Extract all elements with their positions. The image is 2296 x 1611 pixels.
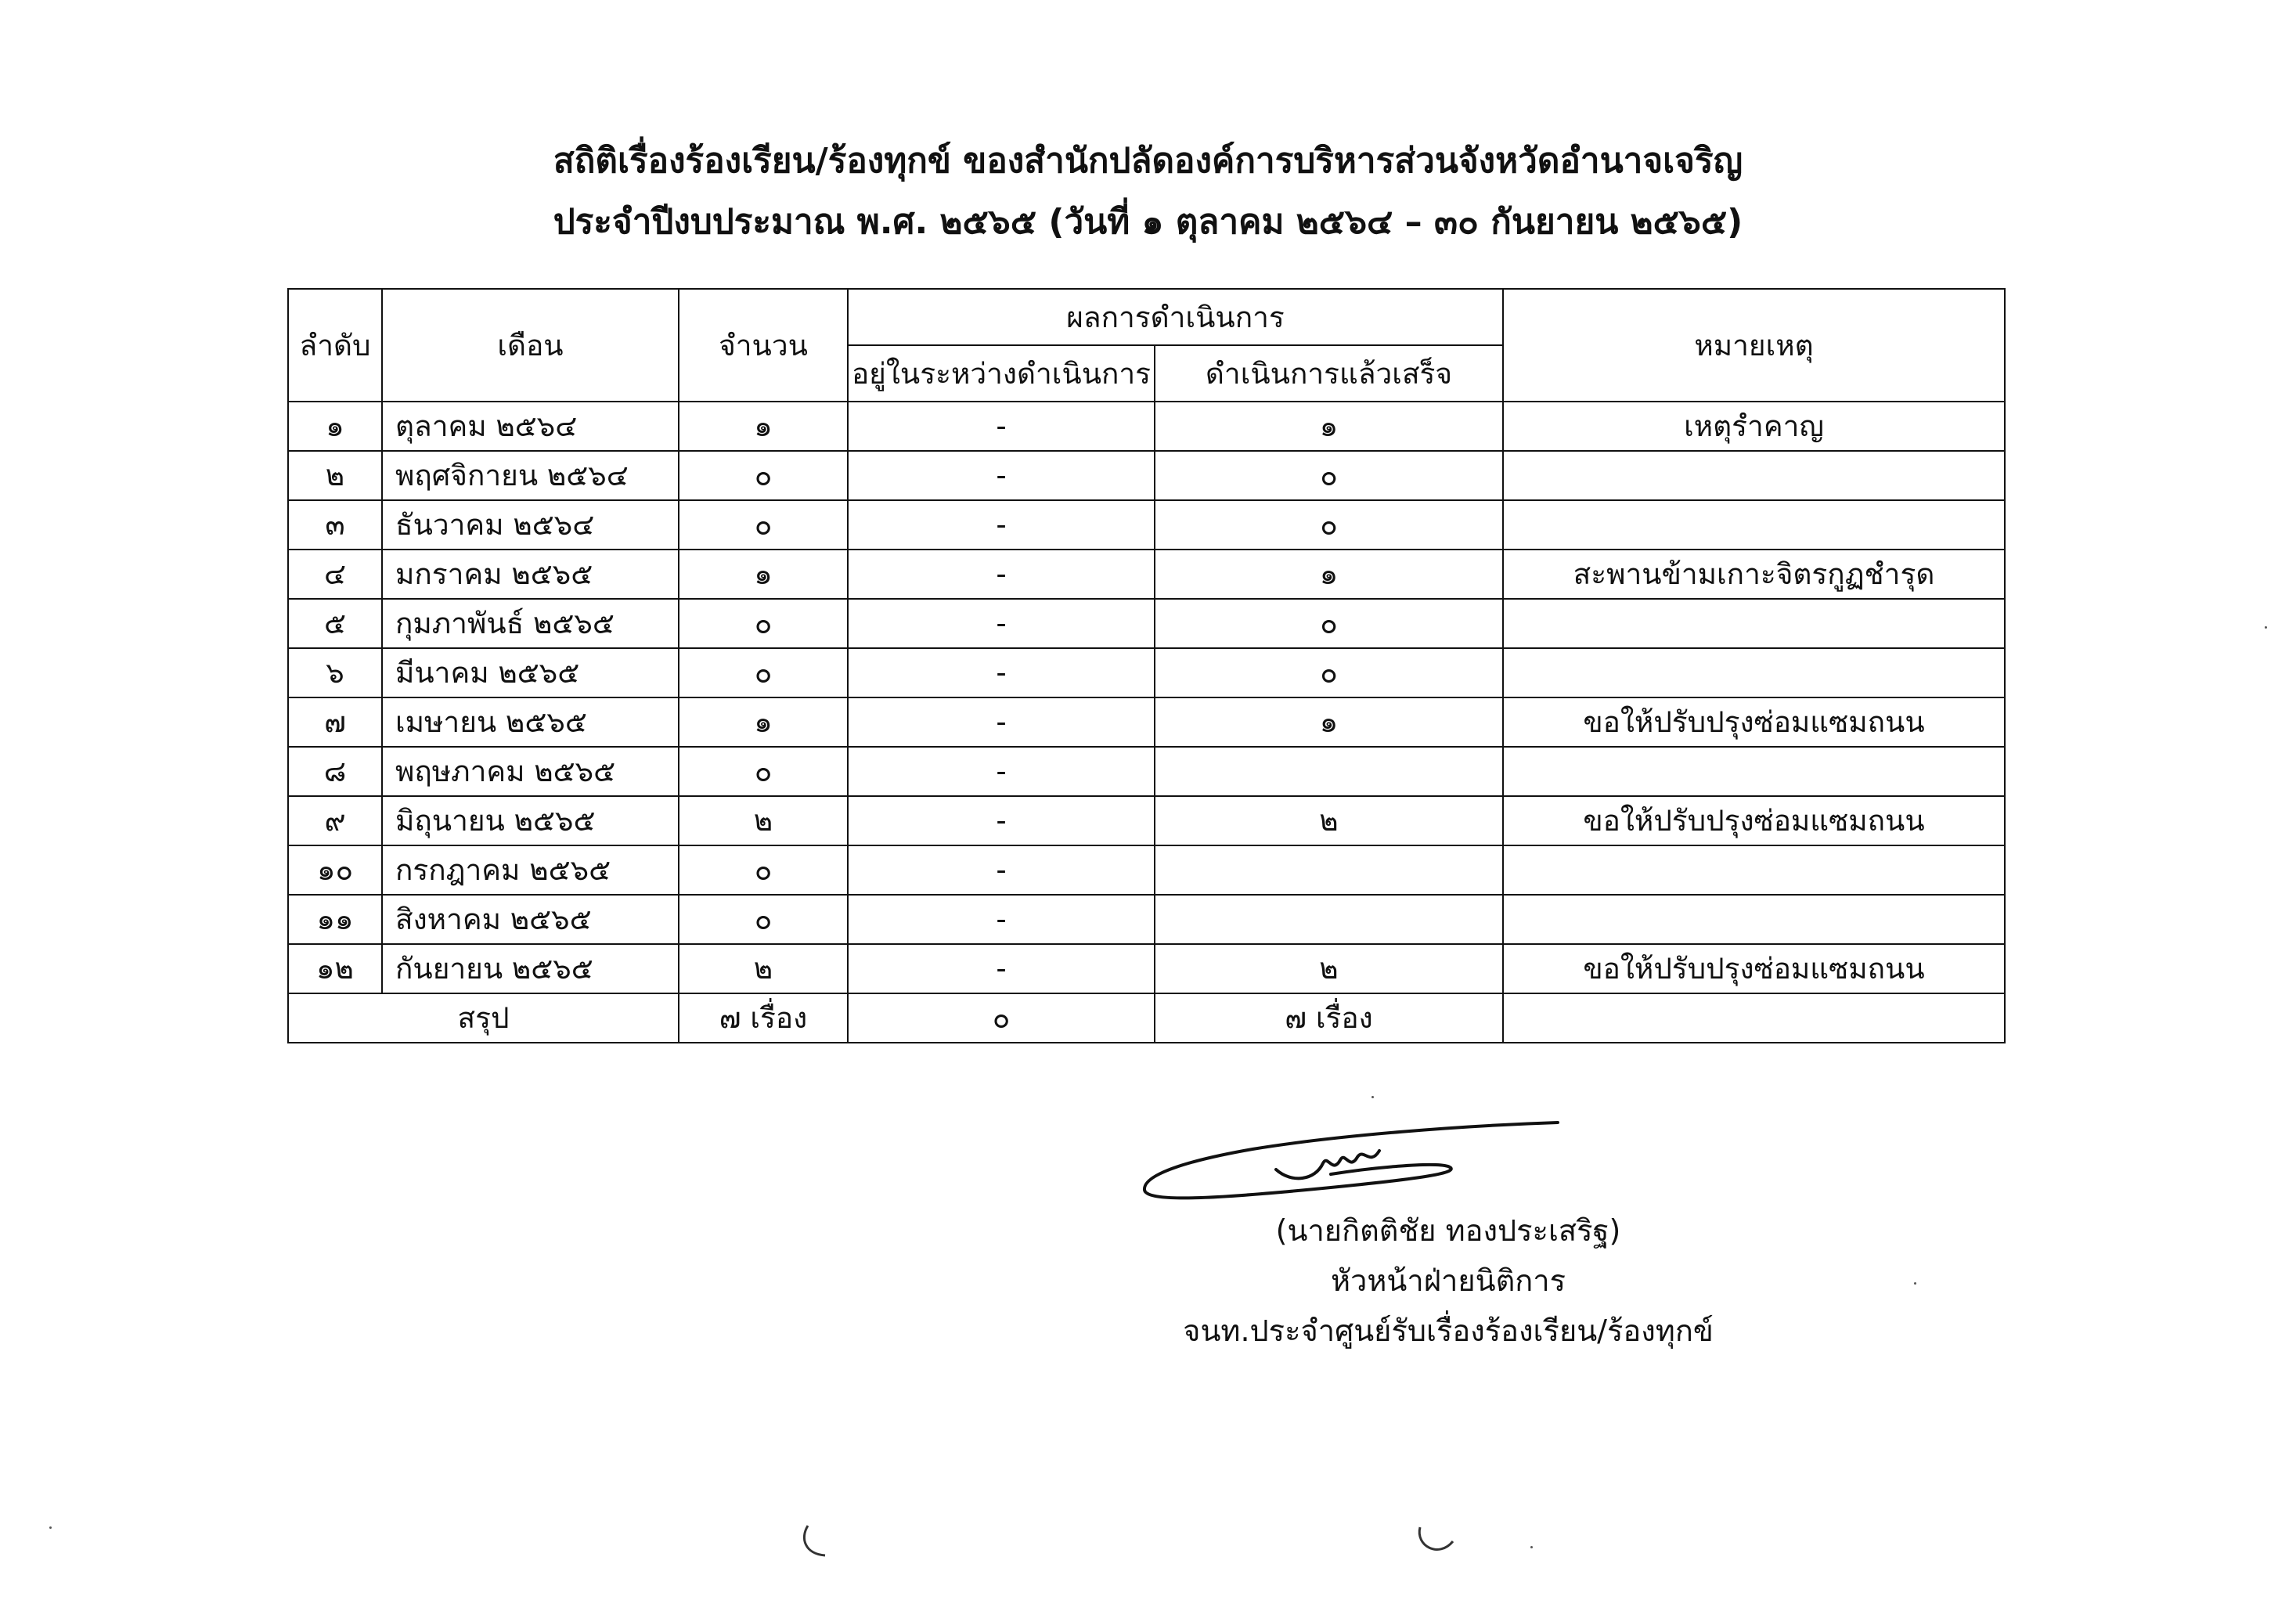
row-month: กุมภาพันธ์ ๒๕๖๕ xyxy=(382,599,679,648)
row-month: เมษายน ๒๕๖๕ xyxy=(382,697,679,747)
document-subtitle: ประจำปีงบประมาณ พ.ศ. ๒๕๖๕ (วันที่ ๑ ตุลาคม ๒๕๖๔ – ๓๐ กันยายน ๒๕๖๕) xyxy=(553,202,1743,242)
header-remark: หมายเหตุ xyxy=(1503,289,2005,402)
table-row xyxy=(288,697,2005,747)
row-remark: ขอให้ปรับปรุงซ่อมแซมถนน xyxy=(1503,944,2005,993)
row-completed xyxy=(1155,747,1503,796)
row-in-progress: - xyxy=(848,944,1155,993)
row-count: ๒ xyxy=(679,944,848,993)
row-count: ๐ xyxy=(679,648,848,697)
row-month: ตุลาคม ๒๕๖๔ xyxy=(382,402,679,451)
summary-count: ๗ เรื่อง xyxy=(679,993,848,1043)
row-completed: ๐ xyxy=(1155,451,1503,500)
row-number: ๑๒ xyxy=(288,944,382,993)
table-header-row xyxy=(288,289,2005,345)
row-completed: ๑ xyxy=(1155,550,1503,599)
row-count: ๒ xyxy=(679,796,848,845)
row-remark: ขอให้ปรับปรุงซ่อมแซมถนน xyxy=(1503,697,2005,747)
row-remark: สะพานข้ามเกาะจิตรกูฏชำรุด xyxy=(1503,550,2005,599)
scan-artifact-dot xyxy=(2265,626,2267,629)
scan-artifact-dot xyxy=(1914,1282,1916,1285)
row-count: ๐ xyxy=(679,747,848,796)
row-completed xyxy=(1155,895,1503,944)
row-number: ๖ xyxy=(288,648,382,697)
header-result: ผลการดำเนินการ xyxy=(848,289,1503,345)
row-in-progress: - xyxy=(848,697,1155,747)
row-in-progress: - xyxy=(848,402,1155,451)
row-count: ๑ xyxy=(679,697,848,747)
document-title: สถิติเรื่องร้องเรียน/ร้องทุกข์ ของสำนักปลัดองค์การบริหารส่วนจังหวัดอำนาจเจริญ xyxy=(553,141,1743,181)
row-month: สิงหาคม ๒๕๖๕ xyxy=(382,895,679,944)
row-count: ๐ xyxy=(679,845,848,895)
row-remark: เหตุรำคาญ xyxy=(1503,402,2005,451)
table-row xyxy=(288,845,2005,895)
table-row xyxy=(288,796,2005,845)
row-number: ๑๑ xyxy=(288,895,382,944)
scan-artifact-dot xyxy=(1371,1096,1374,1098)
table-row xyxy=(288,500,2005,550)
row-month: พฤศจิกายน ๒๕๖๔ xyxy=(382,451,679,500)
row-in-progress: - xyxy=(848,648,1155,697)
row-completed: ๑ xyxy=(1155,697,1503,747)
row-in-progress: - xyxy=(848,747,1155,796)
scan-artifact-dot xyxy=(49,1526,52,1529)
row-remark xyxy=(1503,648,2005,697)
row-month: มกราคม ๒๕๖๕ xyxy=(382,550,679,599)
scan-artifact-mark xyxy=(1415,1523,1462,1570)
row-completed: ๑ xyxy=(1155,402,1503,451)
header-in-progress: อยู่ในระหว่างดำเนินการ xyxy=(848,345,1155,402)
complaint-statistics-table xyxy=(287,288,2006,1043)
row-in-progress: - xyxy=(848,599,1155,648)
row-completed: ๐ xyxy=(1155,648,1503,697)
row-remark xyxy=(1503,845,2005,895)
header-completed: ดำเนินการแล้วเสร็จ xyxy=(1155,345,1503,402)
row-count: ๐ xyxy=(679,451,848,500)
header-month: เดือน xyxy=(382,289,679,402)
table-row xyxy=(288,451,2005,500)
row-completed: ๒ xyxy=(1155,796,1503,845)
row-remark xyxy=(1503,747,2005,796)
row-remark xyxy=(1503,451,2005,500)
header-no: ลำดับ xyxy=(288,289,382,402)
row-month: มิถุนายน ๒๕๖๕ xyxy=(382,796,679,845)
table-row xyxy=(288,402,2005,451)
summary-in-progress: ๐ xyxy=(848,993,1155,1043)
row-count: ๑ xyxy=(679,402,848,451)
row-count: ๐ xyxy=(679,500,848,550)
row-number: ๒ xyxy=(288,451,382,500)
row-remark xyxy=(1503,599,2005,648)
row-number: ๑ xyxy=(288,402,382,451)
row-number: ๔ xyxy=(288,550,382,599)
summary-remark xyxy=(1503,993,2005,1043)
scan-artifact-dot xyxy=(1530,1546,1533,1548)
row-in-progress: - xyxy=(848,550,1155,599)
table-row xyxy=(288,895,2005,944)
row-completed: ๒ xyxy=(1155,944,1503,993)
row-completed: ๐ xyxy=(1155,500,1503,550)
row-remark: ขอให้ปรับปรุงซ่อมแซมถนน xyxy=(1503,796,2005,845)
row-month: กันยายน ๒๕๖๕ xyxy=(382,944,679,993)
signatory-name: (นายกิตติชัย ทองประเสริฐ) xyxy=(1275,1213,1621,1248)
row-number: ๙ xyxy=(288,796,382,845)
row-in-progress: - xyxy=(848,845,1155,895)
table-row xyxy=(288,599,2005,648)
summary-row xyxy=(288,993,2005,1043)
summary-completed: ๗ เรื่อง xyxy=(1155,993,1503,1043)
row-in-progress: - xyxy=(848,500,1155,550)
table-row xyxy=(288,944,2005,993)
row-completed: ๐ xyxy=(1155,599,1503,648)
row-number: ๗ xyxy=(288,697,382,747)
row-number: ๘ xyxy=(288,747,382,796)
row-count: ๐ xyxy=(679,599,848,648)
header-count: จำนวน xyxy=(679,289,848,402)
signatory-position: หัวหน้าฝ่ายนิติการ xyxy=(1330,1263,1566,1298)
signature-block xyxy=(986,1206,1910,1356)
row-month: กรกฎาคม ๒๕๖๕ xyxy=(382,845,679,895)
row-completed xyxy=(1155,845,1503,895)
row-count: ๑ xyxy=(679,550,848,599)
table-row xyxy=(288,648,2005,697)
row-number: ๑๐ xyxy=(288,845,382,895)
row-number: ๓ xyxy=(288,500,382,550)
row-number: ๕ xyxy=(288,599,382,648)
summary-label: สรุป xyxy=(288,993,679,1043)
row-count: ๐ xyxy=(679,895,848,944)
scan-artifact-mark xyxy=(798,1523,845,1570)
table-row xyxy=(288,747,2005,796)
row-month: มีนาคม ๒๕๖๕ xyxy=(382,648,679,697)
table-row xyxy=(288,550,2005,599)
row-remark xyxy=(1503,500,2005,550)
signatory-role: จนท.ประจำศูนย์รับเรื่องร้องเรียน/ร้องทุกข์ xyxy=(1183,1314,1714,1348)
row-month: พฤษภาคม ๒๕๖๕ xyxy=(382,747,679,796)
row-remark xyxy=(1503,895,2005,944)
signature-image xyxy=(1135,1112,1573,1213)
row-month: ธันวาคม ๒๕๖๔ xyxy=(382,500,679,550)
row-in-progress: - xyxy=(848,451,1155,500)
row-in-progress: - xyxy=(848,796,1155,845)
row-in-progress: - xyxy=(848,895,1155,944)
